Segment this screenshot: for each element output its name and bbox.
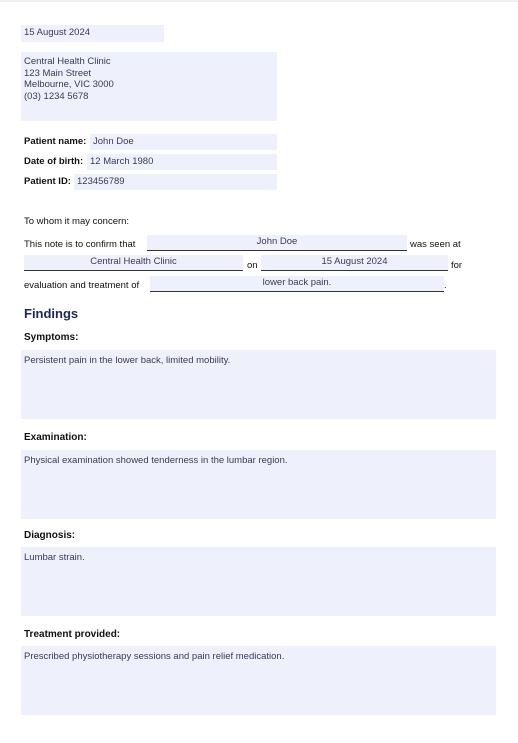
clinic-address-field[interactable]: Central Health Clinic 123 Main Street Melbourne, VIC 3000 (03) 1234 5678	[21, 52, 277, 121]
treatment-label: Treatment provided:	[24, 629, 121, 640]
condition-field[interactable]: lower back pain.	[150, 276, 444, 292]
patient-name-label: Patient name:	[24, 136, 87, 147]
seen-clinic-field[interactable]: Central Health Clinic	[24, 255, 243, 271]
diagnosis-field[interactable]: Lumbar strain.	[21, 547, 496, 616]
diagnosis-label: Diagnosis:	[24, 530, 76, 541]
date-of-birth-field[interactable]: 12 March 1980	[87, 154, 277, 170]
evaluation-text: evaluation and treatment of	[24, 280, 140, 291]
seen-patient-field[interactable]: John Doe	[147, 235, 407, 251]
confirm-text: This note is to confirm that	[24, 239, 136, 250]
patient-id-label: Patient ID:	[24, 176, 71, 187]
patient-id-field[interactable]: 123456789	[74, 174, 277, 190]
examination-label: Examination:	[24, 432, 87, 443]
was-seen-at-text: was seen at	[410, 239, 461, 250]
page-top-border	[0, 0, 518, 2]
period-text: .	[444, 280, 447, 291]
on-text: on	[247, 260, 258, 271]
symptoms-field[interactable]: Persistent pain in the lower back, limited mobility.	[21, 350, 496, 419]
for-text: for	[451, 260, 463, 271]
patient-name-field[interactable]: John Doe	[90, 134, 277, 150]
seen-date-field[interactable]: 15 August 2024	[261, 255, 448, 271]
date-field[interactable]: 15 August 2024	[21, 25, 164, 42]
examination-field[interactable]: Physical examination showed tenderness in the lumbar region.	[21, 450, 496, 519]
date-of-birth-label: Date of birth:	[24, 156, 84, 167]
findings-heading: Findings	[24, 306, 79, 321]
salutation: To whom it may concern:	[24, 216, 130, 227]
treatment-field[interactable]: Prescribed physiotherapy sessions and pain relief medication.	[21, 646, 496, 715]
symptoms-label: Symptoms:	[24, 332, 79, 343]
